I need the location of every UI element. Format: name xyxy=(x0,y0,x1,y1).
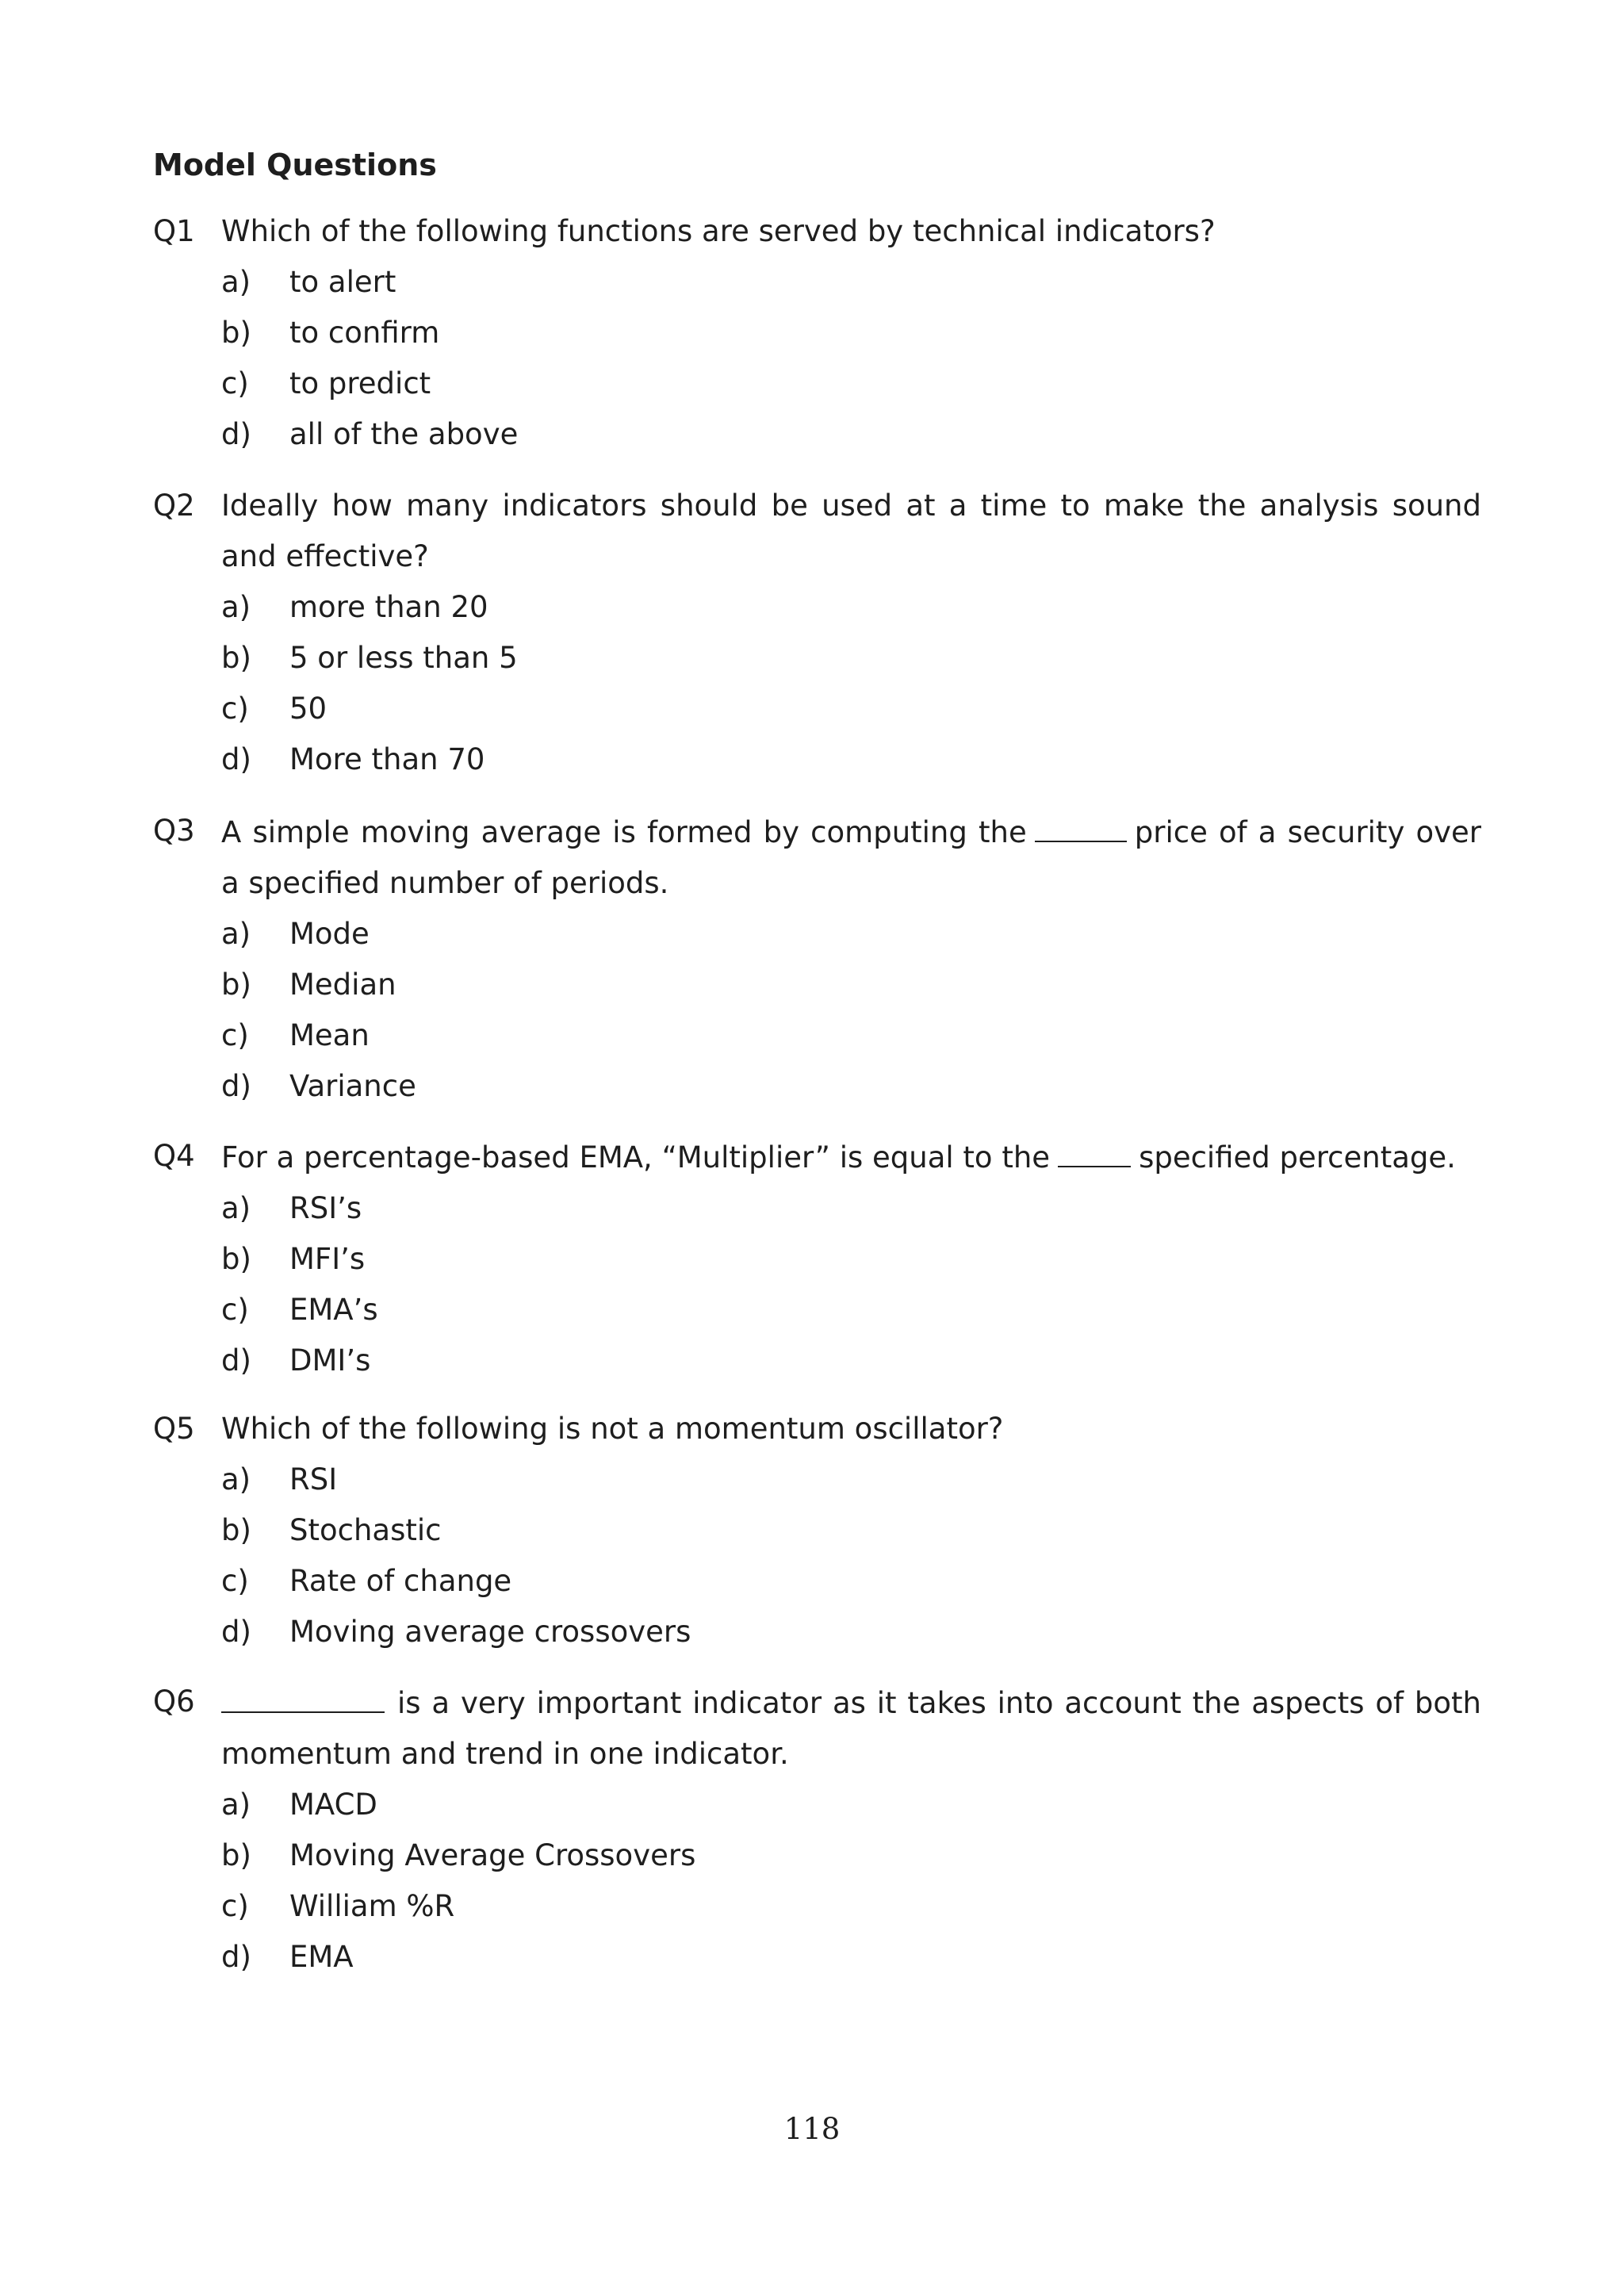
question-4 xyxy=(153,1131,1481,1386)
option-label: d) xyxy=(221,1343,251,1378)
option-label: d) xyxy=(221,742,251,776)
question-stem xyxy=(153,206,1481,257)
option-a[interactable] xyxy=(221,582,1481,633)
options-list xyxy=(153,257,1481,460)
options-list xyxy=(153,582,1481,785)
option-b[interactable] xyxy=(221,1505,1481,1556)
option-text: EMA’s xyxy=(289,1293,378,1327)
question-text xyxy=(221,806,1481,909)
answer-blank xyxy=(1035,806,1127,842)
option-text: RSI’s xyxy=(289,1191,362,1225)
question-1 xyxy=(153,206,1481,460)
question-text-after: is a very important indicator as it takes into account the aspects of both momentum and trend in one indicator. xyxy=(221,1686,1481,1771)
option-d[interactable] xyxy=(221,1932,1481,1983)
option-b[interactable] xyxy=(221,960,1481,1010)
option-b[interactable] xyxy=(221,1234,1481,1285)
options-list xyxy=(153,1454,1481,1657)
question-text: Which of the following functions are served by technical indicators? xyxy=(221,214,1216,248)
question-number: Q2 xyxy=(153,489,195,523)
option-c[interactable] xyxy=(221,684,1481,734)
question-stem xyxy=(153,481,1481,582)
option-text: EMA xyxy=(289,1940,354,1974)
option-d[interactable] xyxy=(221,1061,1481,1112)
option-d[interactable] xyxy=(221,1336,1481,1386)
option-label: d) xyxy=(221,417,251,451)
question-text-after: specified percentage. xyxy=(1139,1140,1456,1175)
question-2 xyxy=(153,481,1481,785)
option-label: d) xyxy=(221,1615,251,1649)
option-text: 50 xyxy=(289,692,327,726)
option-label: c) xyxy=(221,1564,249,1598)
question-stem xyxy=(153,806,1481,909)
option-b[interactable] xyxy=(221,633,1481,684)
option-text: Mode xyxy=(289,917,370,951)
option-a[interactable] xyxy=(221,1780,1481,1830)
option-d[interactable] xyxy=(221,734,1481,785)
question-text: Which of the following is not a momentum oscillator? xyxy=(221,1412,1004,1446)
question-number: Q1 xyxy=(153,214,195,248)
option-text: Rate of change xyxy=(289,1564,512,1598)
option-text: 5 or less than 5 xyxy=(289,641,518,675)
option-text: to alert xyxy=(289,265,396,299)
option-label: a) xyxy=(221,1462,251,1496)
option-a[interactable] xyxy=(221,1183,1481,1234)
question-text: Ideally how many indicators should be used at a time to make the analysis sound and effective? xyxy=(221,489,1481,573)
option-c[interactable] xyxy=(221,1556,1481,1607)
option-text: Moving average crossovers xyxy=(289,1615,691,1649)
page-title: Model Questions xyxy=(153,148,437,182)
option-label: a) xyxy=(221,265,251,299)
option-text: Stochastic xyxy=(289,1513,442,1547)
option-a[interactable] xyxy=(221,1454,1481,1505)
question-number: Q4 xyxy=(153,1139,195,1173)
option-label: b) xyxy=(221,641,251,675)
option-c[interactable] xyxy=(221,1881,1481,1932)
option-label: c) xyxy=(221,1018,249,1052)
option-text: Median xyxy=(289,968,396,1002)
question-text-before: A simple moving average is formed by computing the xyxy=(221,815,1027,849)
option-label: c) xyxy=(221,1889,249,1923)
option-c[interactable] xyxy=(221,1285,1481,1336)
option-label: b) xyxy=(221,1513,251,1547)
option-text: MFI’s xyxy=(289,1242,366,1276)
option-label: b) xyxy=(221,968,251,1002)
option-text: to confirm xyxy=(289,316,440,350)
option-text: to predict xyxy=(289,366,431,400)
answer-blank xyxy=(221,1677,385,1713)
option-b[interactable] xyxy=(221,308,1481,358)
option-text: MACD xyxy=(289,1788,377,1822)
option-label: a) xyxy=(221,590,251,624)
options-list xyxy=(153,909,1481,1112)
page-number: 118 xyxy=(783,2112,841,2146)
option-c[interactable] xyxy=(221,1010,1481,1061)
option-d[interactable] xyxy=(221,1607,1481,1657)
option-text: Moving Average Crossovers xyxy=(289,1838,696,1872)
options-list xyxy=(153,1780,1481,1983)
option-label: d) xyxy=(221,1069,251,1103)
question-stem xyxy=(153,1677,1481,1780)
option-label: c) xyxy=(221,1293,249,1327)
option-label: c) xyxy=(221,366,249,400)
option-label: a) xyxy=(221,1191,251,1225)
question-text xyxy=(221,1677,1481,1780)
question-number: Q6 xyxy=(153,1684,195,1719)
question-3 xyxy=(153,806,1481,1112)
question-number: Q3 xyxy=(153,814,195,848)
question-stem xyxy=(153,1131,1481,1183)
option-d[interactable] xyxy=(221,409,1481,460)
question-text-before: For a percentage-based EMA, “Multiplier” is equal to the xyxy=(221,1140,1051,1175)
option-label: a) xyxy=(221,1788,251,1822)
question-5 xyxy=(153,1404,1481,1657)
option-label: d) xyxy=(221,1940,251,1974)
option-text: RSI xyxy=(289,1462,338,1496)
option-text: Mean xyxy=(289,1018,370,1052)
option-label: b) xyxy=(221,316,251,350)
question-6 xyxy=(153,1677,1481,1983)
option-c[interactable] xyxy=(221,358,1481,409)
question-stem xyxy=(153,1404,1481,1454)
question-text-after: price of a security over a specified number of periods. xyxy=(221,815,1481,900)
option-text: More than 70 xyxy=(289,742,485,776)
option-label: b) xyxy=(221,1838,251,1872)
question-number: Q5 xyxy=(153,1412,195,1446)
question-text xyxy=(221,1131,1481,1183)
option-label: a) xyxy=(221,917,251,951)
option-a[interactable] xyxy=(221,909,1481,960)
option-b[interactable] xyxy=(221,1830,1481,1881)
option-text: more than 20 xyxy=(289,590,488,624)
option-text: Variance xyxy=(289,1069,416,1103)
answer-blank xyxy=(1058,1131,1131,1167)
option-label: b) xyxy=(221,1242,251,1276)
option-a[interactable] xyxy=(221,257,1481,308)
option-text: all of the above xyxy=(289,417,519,451)
options-list xyxy=(153,1183,1481,1386)
option-text: DMI’s xyxy=(289,1343,371,1378)
option-text: William %R xyxy=(289,1889,455,1923)
option-label: c) xyxy=(221,692,249,726)
